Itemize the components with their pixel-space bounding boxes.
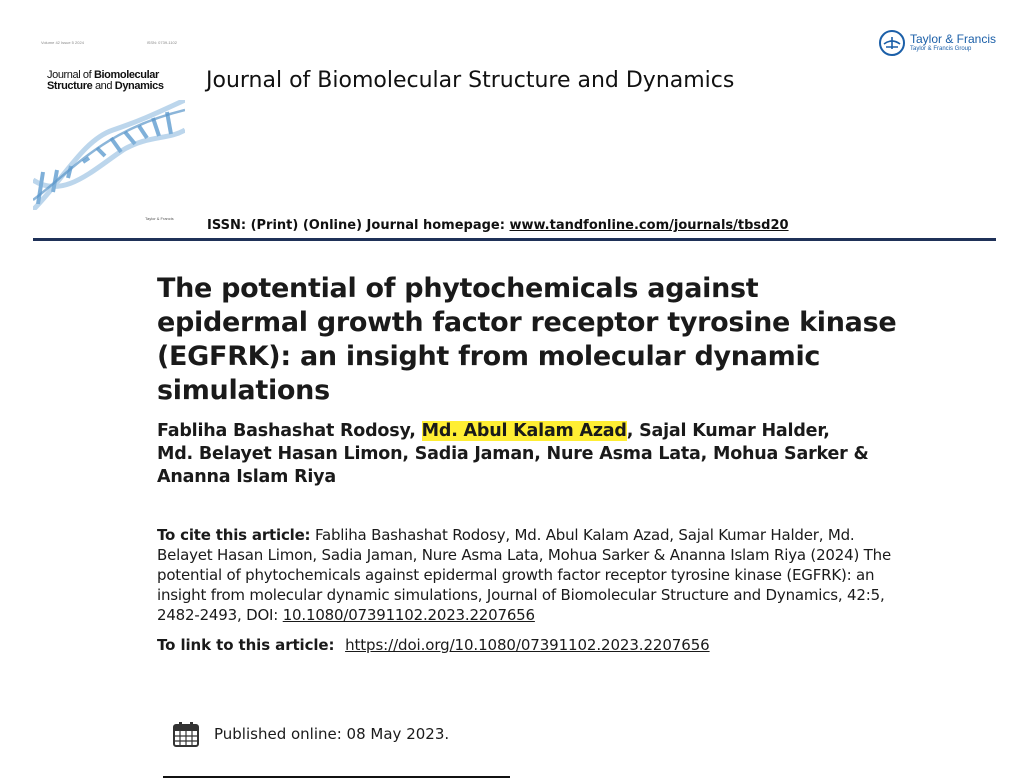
published-info [172,720,449,748]
cover-journal-title [47,70,183,92]
publisher-logo[interactable] [878,29,996,57]
cover-publisher: Taylor & Francis [145,216,174,221]
calendar-icon [172,720,200,748]
issn-label: ISSN: (Print) (Online) Journal homepage: [207,218,505,233]
author-text: Md. Belayet Hasan Limon, Sadia Jaman, Nure Asma Lata, Mohua Sarker & [157,444,869,464]
article-link-line [157,635,710,655]
highlighted-author: Md. Abul Kalam Azad [421,421,627,441]
issn-line [207,218,789,233]
cover-title-part: and [92,80,115,92]
author-text: Fabliha Bashashat Rodosy, [157,421,416,441]
journal-cover [33,36,185,232]
publisher-subtitle: Taylor & Francis Group [910,46,972,52]
taylor-francis-logo-icon [878,29,906,57]
cover-volume: Volume 42 Issue 5 2024 [41,40,84,45]
citation-block [157,525,897,625]
cover-meta [41,40,177,45]
author-list [157,420,877,489]
journal-title: Journal of Biomolecular Structure and Dynamics [206,68,735,93]
article-title: The potential of phytochemicals against epidermal growth factor receptor tyrosine kinase (EGFRK): an insight from molecular dynamic simulations [157,273,897,406]
dna-helix-illustration [33,100,185,210]
citation-doi-link[interactable]: 10.1080/07391102.2023.2207656 [282,606,535,624]
publisher-name: Taylor & Francis [910,32,997,46]
cover-title-part: Dynamics [114,80,164,92]
citation-text: Fabliha Bashashat Rodosy, Md. Abul Kalam Azad, Sajal Kumar Halder, Md. Belayet Hasan Limon, Sadia Jaman, Nure Asma Lata, Mohua Sarker & Ananna Islam Riya (2024) The potential of phytochemicals against epidermal growth factor receptor tyrosine kinase (EGFRK): an insight from molecular dynamic simulations, Journal of Biomolecular Structure and Dynamics, 42:5, 2482-2493, DOI: [157,526,891,624]
journal-homepage-link[interactable]: www.tandfonline.com/journals/tbsd20 [509,218,789,233]
footer-divider [163,776,510,778]
cover-issn: ISSN: 0739-1102 [146,40,177,45]
article-link-label: To link to this article: [157,636,335,654]
author-text: , Sajal Kumar Halder, [626,421,830,441]
cover-title-part: Journal of [47,69,94,81]
cover-title-part: Biomolecular [93,69,159,81]
published-date: Published online: 08 May 2023. [214,725,450,743]
cover-title-part: Structure [47,80,93,92]
article-doi-url-link[interactable]: https://doi.org/10.1080/07391102.2023.2207656 [345,636,710,654]
author-text: Ananna Islam Riya [157,467,336,487]
header-divider [33,238,996,241]
publisher-logo-text [910,33,996,53]
citation-label: To cite this article: [157,526,311,544]
